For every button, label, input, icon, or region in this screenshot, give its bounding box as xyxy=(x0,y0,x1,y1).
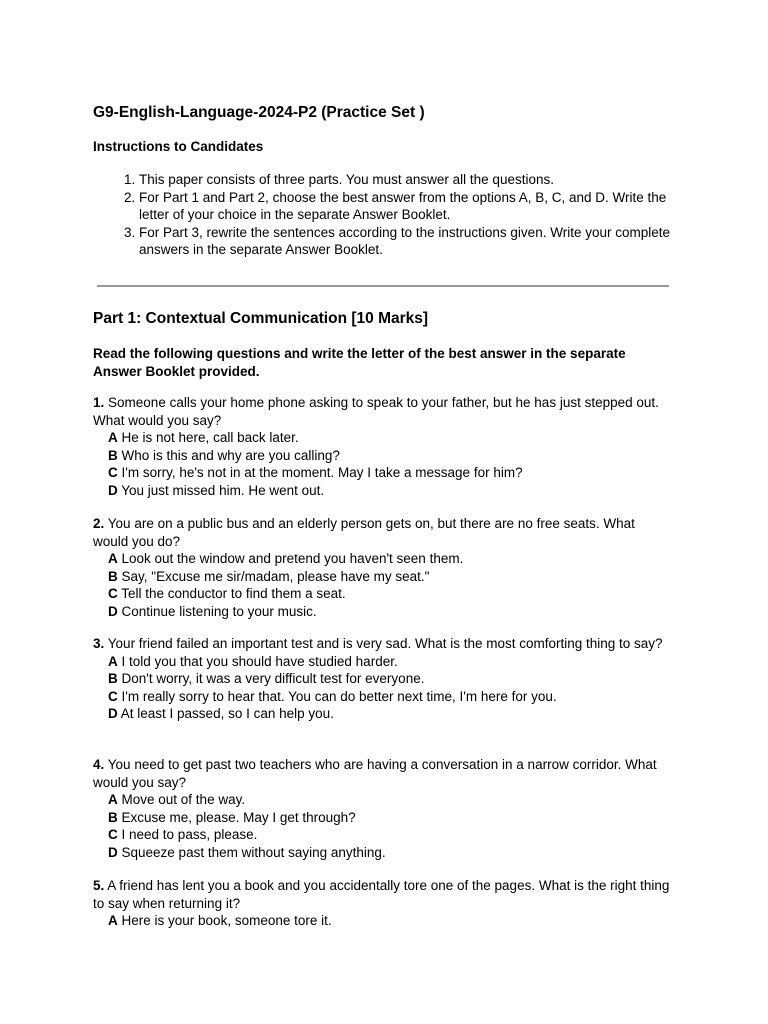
option-d xyxy=(108,844,673,862)
option-letter: C xyxy=(108,586,118,602)
option-letter: A xyxy=(108,551,118,567)
option-text: I told you that you should have studied harder. xyxy=(121,653,398,669)
question-number: 5. xyxy=(93,878,105,893)
option-text: Move out of the way. xyxy=(121,792,246,808)
option-b xyxy=(108,447,673,465)
question-text: Your friend failed an important test and is very sad. What is the most comforting thing to say? xyxy=(107,636,663,651)
option-text: Say, "Excuse me sir/madam, please have my seat." xyxy=(121,568,430,584)
option-text: I need to pass, please. xyxy=(121,827,258,843)
option-text: Tell the conductor to find them a seat. xyxy=(121,586,346,602)
question-text: Someone calls your home phone asking to speak to your father, but he has just stepped out. What would you say? xyxy=(93,395,659,428)
option-letter: A xyxy=(108,913,118,929)
option-b xyxy=(108,809,673,827)
option-letter: D xyxy=(108,844,118,860)
question-text: You are on a public bus and an elderly person gets on, but there are no free seats. What would you do? xyxy=(93,516,635,549)
option-d xyxy=(108,482,673,500)
question-number: 3. xyxy=(93,636,105,651)
option-d xyxy=(108,603,673,621)
question-stem xyxy=(93,877,673,912)
option-a xyxy=(108,550,673,568)
question-2 xyxy=(93,515,673,621)
instruction-item: 1. This paper consists of three parts. You must answer all the questions. xyxy=(139,171,673,189)
part1-heading: Part 1: Contextual Communication [10 Marks] xyxy=(93,310,429,327)
option-letter: A xyxy=(108,430,118,446)
option-text: You just missed him. He went out. xyxy=(121,482,325,498)
option-text: I'm sorry, he's not in at the moment. May I take a message for him? xyxy=(121,465,523,481)
question-3 xyxy=(93,635,673,723)
option-text: Here is your book, someone tore it. xyxy=(121,913,332,929)
option-text: At least I passed, so I can help you. xyxy=(120,706,334,722)
document-title: G9-English-Language-2024-P2 (Practice Set ) xyxy=(93,104,425,121)
question-number: 4. xyxy=(93,757,105,772)
option-c xyxy=(108,826,673,844)
question-4 xyxy=(93,756,673,862)
option-c xyxy=(108,464,673,482)
option-letter: B xyxy=(108,671,118,687)
option-text: I'm really sorry to hear that. You can do better next time, I'm here for you. xyxy=(121,688,557,704)
question-stem xyxy=(93,635,673,653)
option-letter: D xyxy=(108,482,118,498)
option-text: Excuse me, please. May I get through? xyxy=(121,809,356,825)
option-d xyxy=(108,705,673,723)
instruction-item: 2. For Part 1 and Part 2, choose the best answer from the options A, B, C, and D. Write the letter of your choice in the separate Answer Booklet. xyxy=(139,189,673,224)
question-stem xyxy=(93,756,673,791)
option-b xyxy=(108,670,673,688)
option-text: Squeeze past them without saying anything. xyxy=(121,844,386,860)
question-number: 1. xyxy=(93,395,105,410)
option-letter: D xyxy=(108,706,118,722)
option-c xyxy=(108,688,673,706)
option-letter: C xyxy=(108,827,118,843)
instructions-heading: Instructions to Candidates xyxy=(93,139,264,154)
question-number: 2. xyxy=(93,516,105,531)
section-divider xyxy=(97,285,669,287)
question-stem xyxy=(93,515,673,550)
option-c xyxy=(108,585,673,603)
option-text: He is not here, call back later. xyxy=(121,430,299,446)
option-letter: C xyxy=(108,688,118,704)
part1-instruction: Read the following questions and write the letter of the best answer in the separate Answer Booklet provided. xyxy=(93,346,626,379)
option-letter: B xyxy=(108,809,118,825)
instruction-item: 3. For Part 3, rewrite the sentences according to the instructions given. Write your complete answers in the separate Answer Booklet. xyxy=(139,224,673,259)
option-text: Continue listening to your music. xyxy=(121,603,317,619)
question-text: A friend has lent you a book and you accidentally tore one of the pages. What is the right thing to say when returning it? xyxy=(93,878,670,911)
option-letter: B xyxy=(108,447,118,463)
option-a xyxy=(108,653,673,671)
option-a xyxy=(108,429,673,447)
option-b xyxy=(108,568,673,586)
option-a xyxy=(108,791,673,809)
option-letter: A xyxy=(108,653,118,669)
question-stem xyxy=(93,394,673,429)
option-letter: A xyxy=(108,792,118,808)
question-1 xyxy=(93,394,673,500)
option-text: Look out the window and pretend you haven't seen them. xyxy=(121,551,464,567)
option-text: Who is this and why are you calling? xyxy=(121,447,340,463)
question-text: You need to get past two teachers who are having a conversation in a narrow corridor. What would you say? xyxy=(93,757,657,790)
option-letter: B xyxy=(108,568,118,584)
instructions-list xyxy=(93,171,673,259)
question-5 xyxy=(93,877,673,930)
option-letter: C xyxy=(108,465,118,481)
option-letter: D xyxy=(108,603,118,619)
option-text: Don't worry, it was a very difficult test for everyone. xyxy=(121,671,425,687)
option-a xyxy=(108,912,673,930)
